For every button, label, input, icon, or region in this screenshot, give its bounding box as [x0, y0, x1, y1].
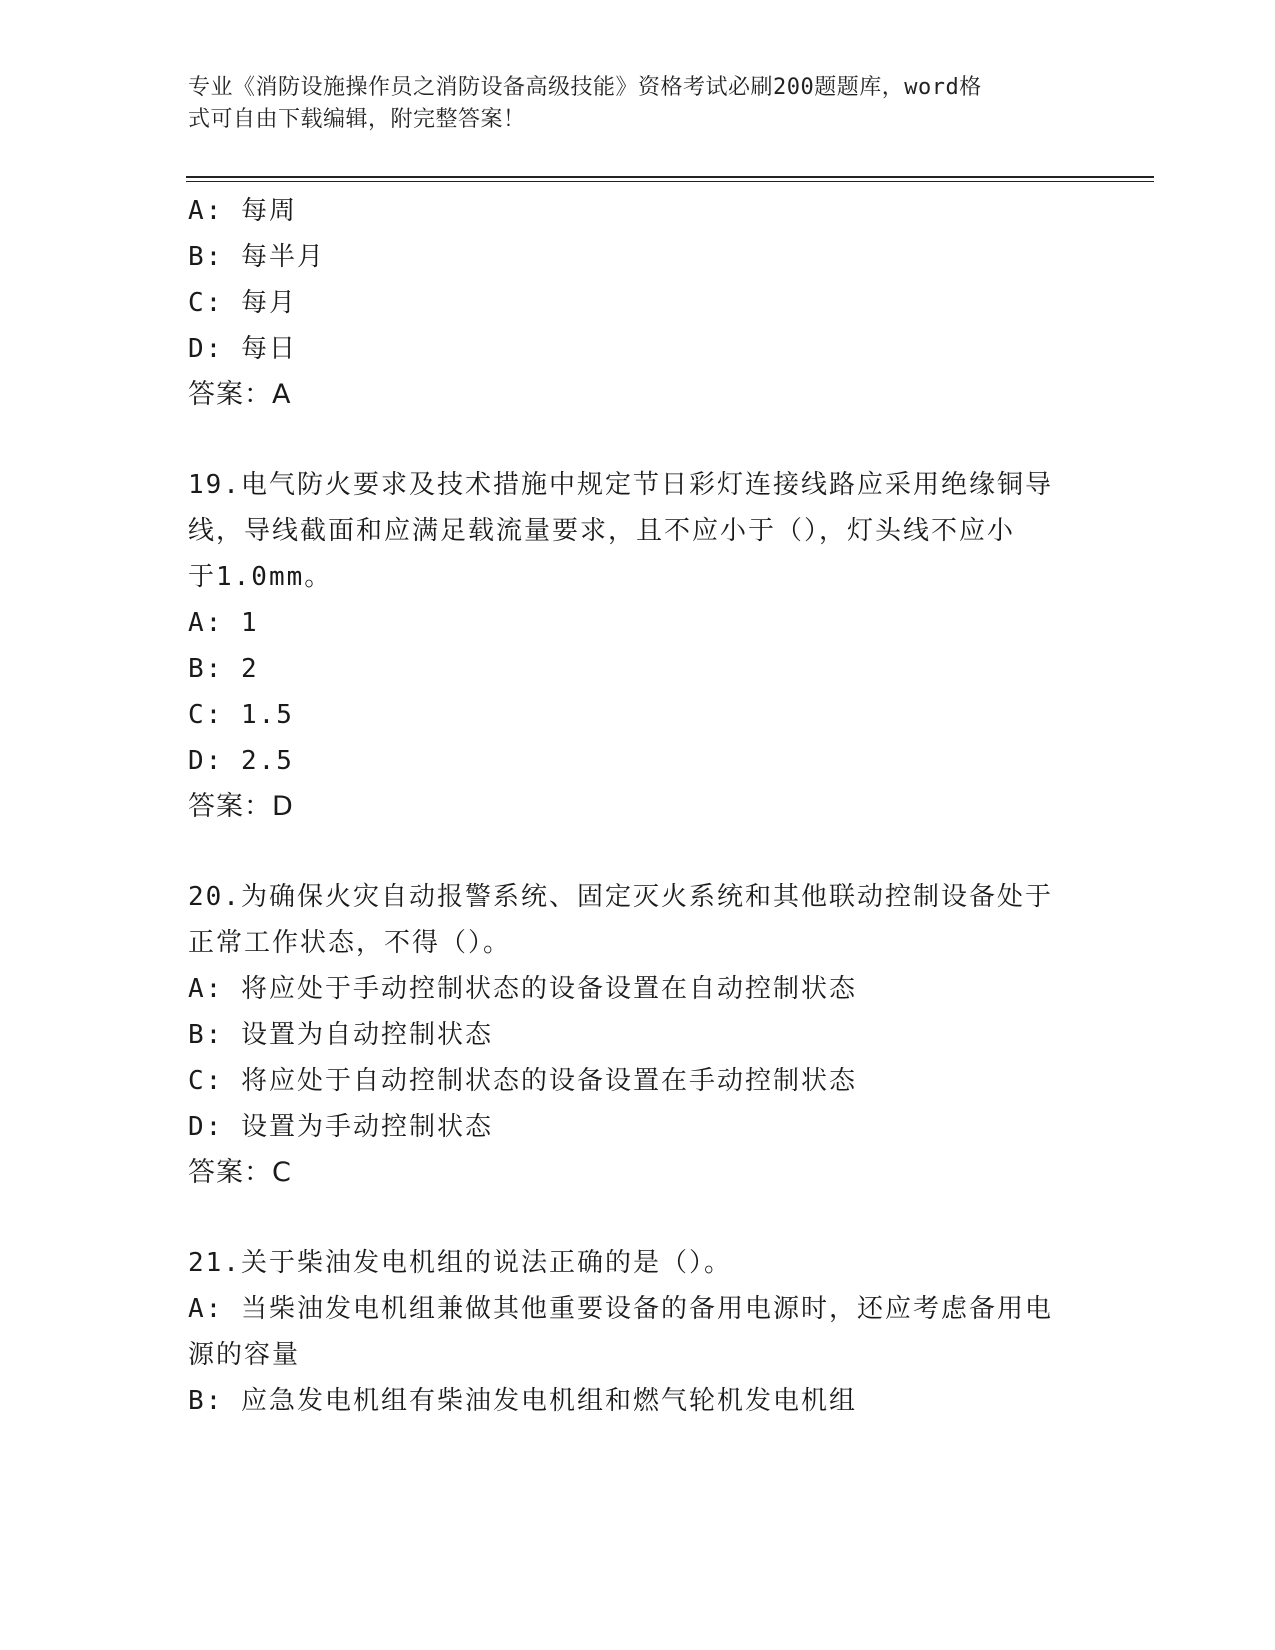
option-a: A: 将应处于手动控制状态的设备设置在自动控制状态 [188, 974, 857, 1004]
header-divider-thin [186, 181, 1154, 182]
question-stem-line: 于1.0mm。 [188, 562, 333, 592]
option-a-continued: 源的容量 [188, 1340, 301, 1370]
question-21 [188, 1240, 1088, 1424]
answer-line: 答案：D [188, 791, 294, 822]
question-stem-line: 19.电气防火要求及技术措施中规定节日彩灯连接线路应采用绝缘铜导 [188, 470, 1053, 500]
option-c: C: 将应处于自动控制状态的设备设置在手动控制状态 [188, 1066, 857, 1096]
option-d: D: 设置为手动控制状态 [188, 1112, 493, 1142]
option-b: B: 设置为自动控制状态 [188, 1020, 493, 1050]
question-spacer [188, 418, 1088, 462]
option-d: D: 每日 [188, 334, 297, 364]
question-spacer [188, 1196, 1088, 1240]
question-19 [188, 462, 1088, 830]
question-spacer [188, 830, 1088, 874]
option-d: D: 2.5 [188, 746, 294, 776]
question-stem-line: 20.为确保火灾自动报警系统、固定灭火系统和其他联动控制设备处于 [188, 882, 1053, 912]
question-stem-line: 正常工作状态，不得（）。 [188, 928, 512, 958]
option-a: A: 每周 [188, 196, 297, 226]
option-c: C: 1.5 [188, 700, 294, 730]
question-content [188, 188, 1088, 1424]
question-18-tail [188, 188, 1088, 418]
header-divider-thick [186, 176, 1154, 178]
question-20 [188, 874, 1088, 1196]
question-stem-line: 21.关于柴油发电机组的说法正确的是（）。 [188, 1248, 732, 1278]
question-stem-line: 线，导线截面和应满足载流量要求，且不应小于（），灯头线不应小 [188, 516, 1016, 546]
answer-line: 答案：A [188, 379, 292, 410]
option-c: C: 每月 [188, 288, 297, 318]
option-a: A: 1 [188, 608, 259, 638]
header-line-1: 专业《消防设施操作员之消防设备高级技能》资格考试必刷200题题库，word格 [188, 75, 982, 100]
header-line-2: 式可自由下载编辑，附完整答案！ [188, 107, 526, 132]
option-a: A: 当柴油发电机组兼做其他重要设备的备用电源时，还应考虑备用电 [188, 1294, 1053, 1324]
answer-line: 答案：C [188, 1157, 292, 1188]
option-b: B: 2 [188, 654, 259, 684]
document-header [188, 72, 1068, 136]
option-b: B: 每半月 [188, 242, 325, 272]
option-b: B: 应急发电机组有柴油发电机组和燃气轮机发电机组 [188, 1386, 857, 1416]
